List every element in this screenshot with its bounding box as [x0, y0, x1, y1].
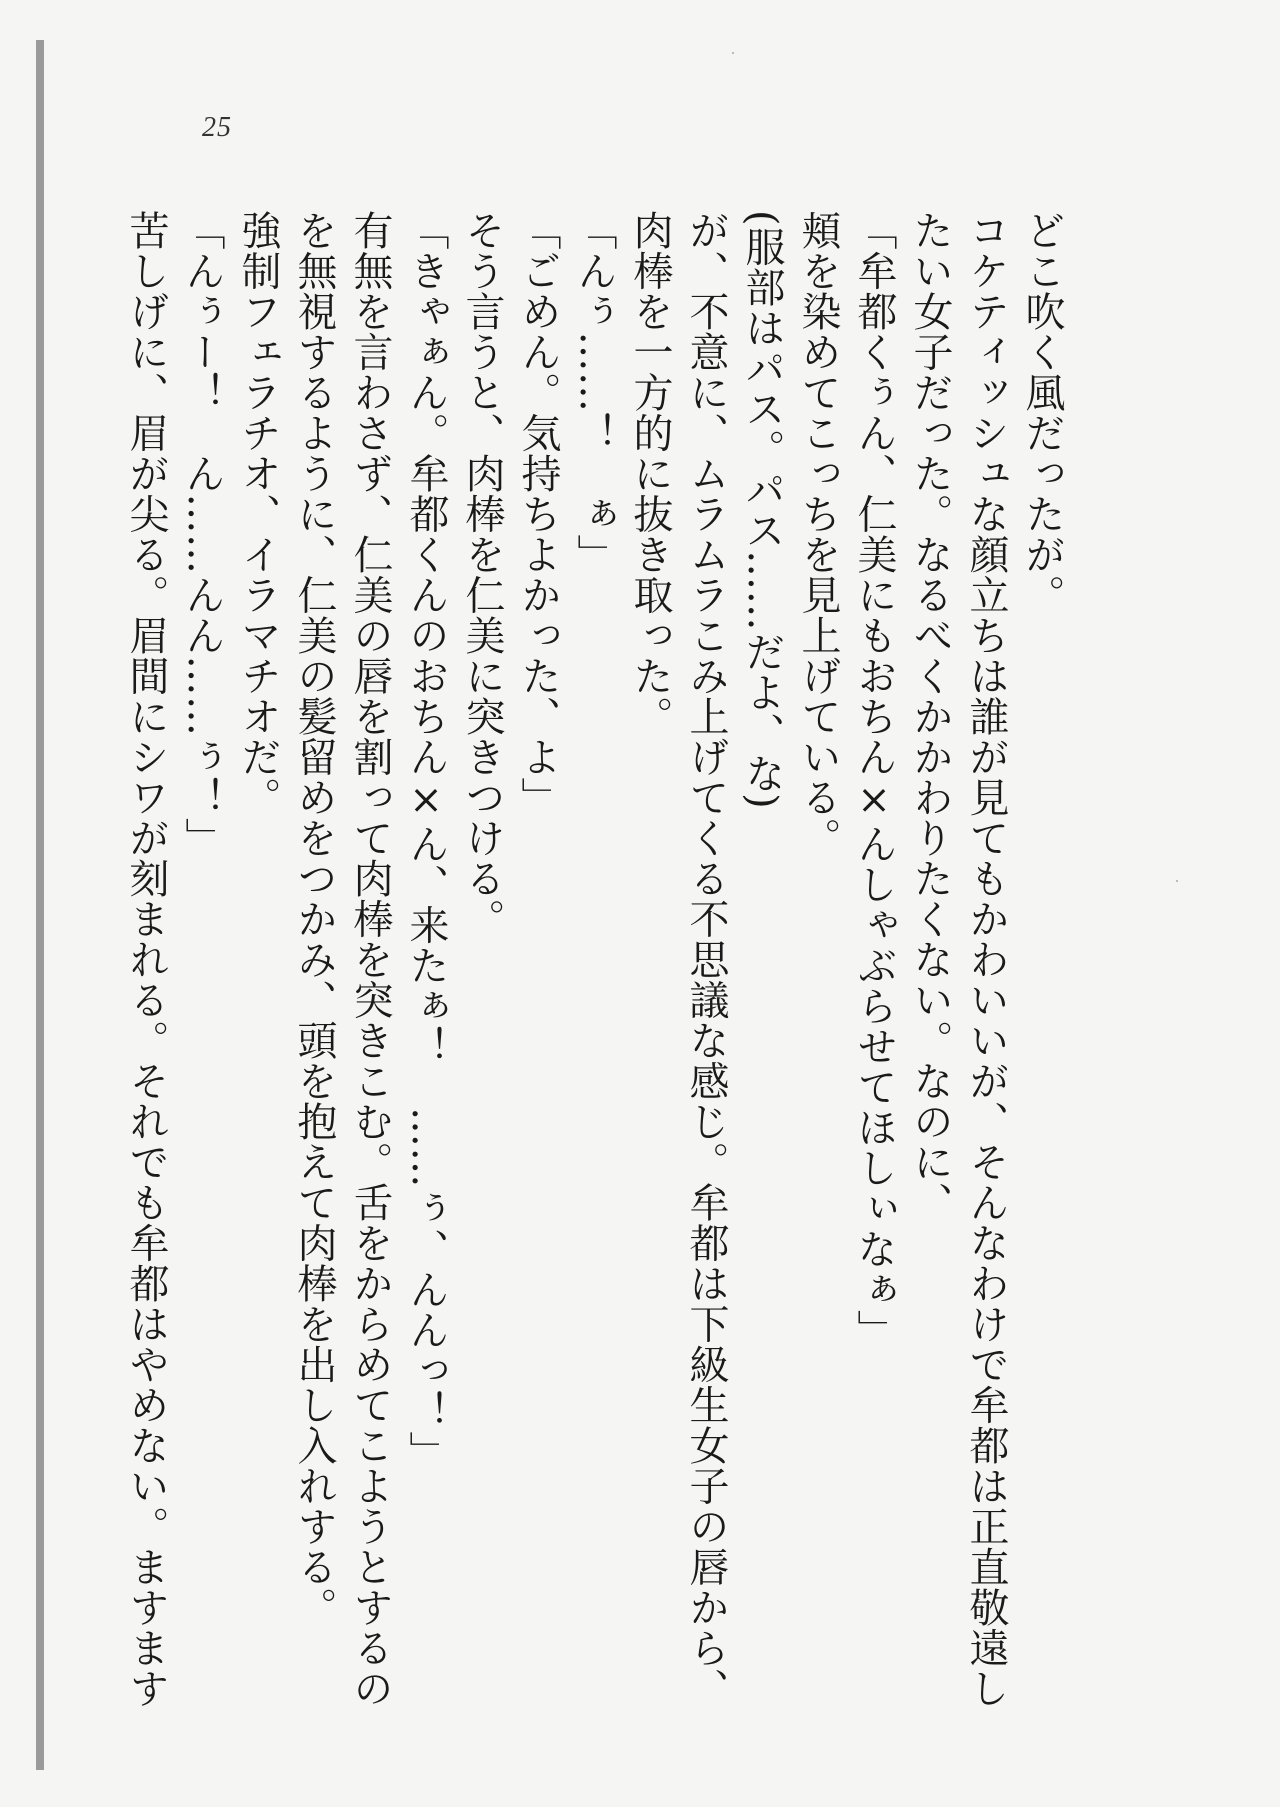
text-line: 「んぅ……！ ぁ」: [571, 210, 617, 575]
text-line: を無視するように、仁美の髪留めをつかみ、頭を抱えて肉棒を出し入れする。: [291, 210, 337, 1628]
text-line: 「ごめん。気持ちよかった、よ」: [515, 210, 561, 818]
text-line: 有無を言わさず、仁美の唇を割って肉棒を突きこむ。舌をからめてこようとするの: [347, 210, 393, 1709]
text-line: どこ吹く風だったが。: [1019, 210, 1065, 615]
scan-speck: [1176, 880, 1178, 882]
text-line: が、不意に、ムラムラこみ上げてくる不思議な感じ。牟都は下級生女子の唇から、: [683, 210, 729, 1709]
body-text: [123, 210, 1070, 1730]
text-line: 苦しげに、眉が尖る。眉間にシワが刻まれる。それでも牟都はやめない。ますます: [123, 210, 169, 1709]
text-line: 肉棒を一方的に抜き取った。: [627, 210, 673, 737]
text-line: 強制フェラチオ、イラマチオだ。: [235, 210, 281, 818]
text-line: 「きゃぁん。牟都くんのおちん×ん、来たぁ！ ……ぅ、んんっ！」: [403, 210, 449, 1472]
page-number: 25: [202, 112, 232, 143]
text-line: (服部はパス。パス……だよ、な): [739, 210, 785, 810]
text-line: 「牟都くぅん、仁美にもおちん×んしゃぶらせてほしぃなぁ」: [851, 210, 897, 1350]
scan-speck: [732, 52, 734, 54]
text-line: そう言うと、肉棒を仁美に突きつける。: [459, 210, 505, 939]
page-edge-shadow: [36, 40, 44, 1770]
text-line: 「んぅー！ ん……んん……ぅ！」: [179, 210, 225, 858]
text-line: 頬を染めてこっちを見上げている。: [795, 210, 841, 858]
text-line: コケティッシュな顔立ちは誰が見てもかわいいが、そんなわけで牟都は正直敬遠し: [963, 210, 1009, 1709]
text-line: たい女子だった。なるべくかかわりたくない。なのに、: [907, 210, 953, 1223]
